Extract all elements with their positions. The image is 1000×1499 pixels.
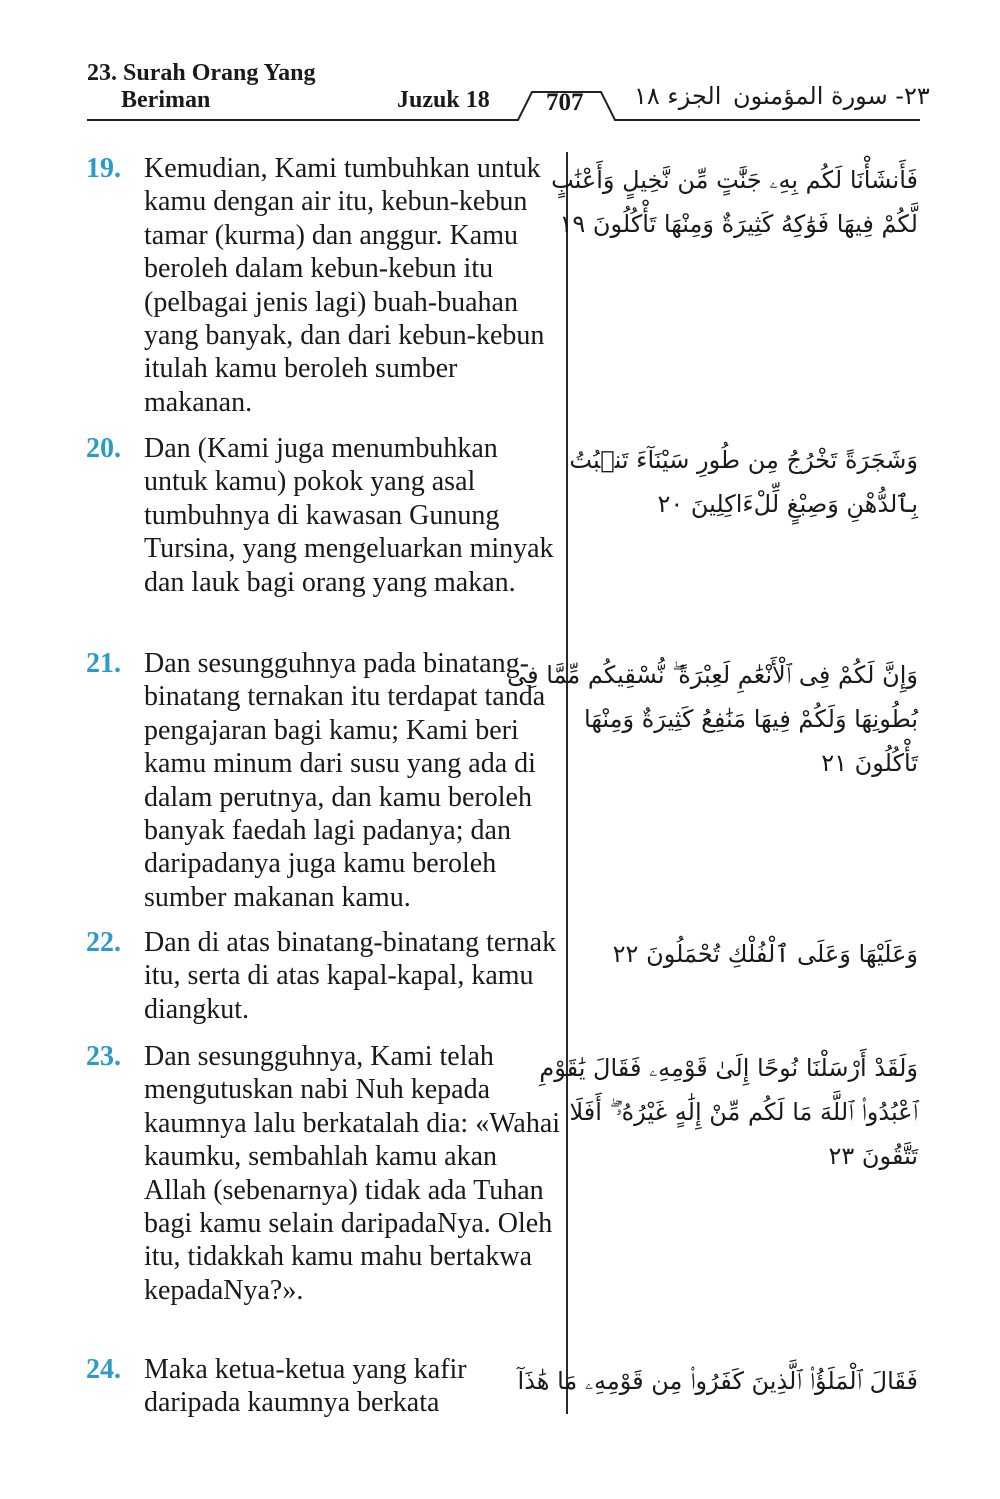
page-number: 707 xyxy=(546,89,584,116)
arabic-line: لَّكُمْ فِيهَا فَوَٰكِهُ كَثِيرَةٌ وَمِنْهَا تَأْكُلُونَ ١٩ xyxy=(559,210,918,238)
verse-number: 22. xyxy=(86,927,121,958)
arabic-line: بِٱلدُّهْنِ وَصِبْغٍ لِّلْءَاكِلِينَ ٢٠ xyxy=(657,490,918,518)
verse-arabic xyxy=(517,1359,918,1403)
verse-arabic xyxy=(592,932,918,976)
verse-translation: Kemudian, Kami tumbuhkan untuk kamu dengan air itu, kebun-kebun tamar (kurma) dan anggur. Kamu beroleh dalam kebun-kebun itu (pelbagai jenis lagi) buah-buahan yang banyak, dan dari kebun-kebun itulah kamu beroleh sumber makanan. xyxy=(144,153,545,418)
arabic-line: وَشَجَرَةً تَخْرُجُ مِن طُورِ سَيْنَآءَ تَنۢبُتُ xyxy=(569,446,918,474)
surah-title xyxy=(87,60,316,114)
arabic-line: وَلَقَدْ أَرْسَلْنَا نُوحًا إِلَىٰ قَوْمِهِۦ فَقَالَ يَٰقَوْمِ xyxy=(539,1054,918,1082)
arabic-surah-title: ٢٣- سورة المؤمنون xyxy=(733,82,930,110)
arabic-line: تَتَّقُونَ ٢٣ xyxy=(828,1142,918,1170)
verse-number: 23. xyxy=(86,1041,121,1072)
verse-number: 19. xyxy=(86,153,121,184)
verse-arabic xyxy=(507,653,918,785)
arabic-line: وَإِنَّ لَكُمْ فِى ٱلْأَنْعَٰمِ لَعِبْرَةً ۖ نُّسْقِيكُم مِّمَّا فِى xyxy=(507,661,918,689)
verse-translation: Dan sesungguhnya, Kami telah mengutuskan nabi Nuh kepada kaumnya lalu berkatalah dia: «Wahai kaumku, sembahlah kamu akan Allah (sebenarnya) tidak ada Tuhan bagi kamu selain daripadaNya. Oleh itu, tidakkah kamu mahu bertakwa kepadaNya?». xyxy=(144,1041,561,1306)
arabic-line: بُطُونِهَا وَلَكُمْ فِيهَا مَنَٰفِعُ كَثِيرَةٌ وَمِنْهَا xyxy=(584,705,918,733)
verse-number: 20. xyxy=(86,433,121,464)
verse-number: 24. xyxy=(86,1354,121,1385)
verse-number: 21. xyxy=(86,648,121,679)
arabic-line: تَأْكُلُونَ ٢١ xyxy=(821,749,918,777)
arabic-line: وَعَلَيْهَا وَعَلَى ٱلْفُلْكِ تُحْمَلُونَ ٢٢ xyxy=(612,940,918,968)
page-header xyxy=(0,0,1000,125)
verse-translation: Maka ketua-ketua yang kafir daripada kaumnya berkata xyxy=(144,1354,467,1419)
verse-translation: Dan (Kami juga menumbuhkan untuk kamu) pokok yang asal tumbuhnya di kawasan Gunung Tursina, yang mengeluarkan minyak dan lauk bagi orang yang makan. xyxy=(144,433,554,598)
column-divider xyxy=(566,152,568,1414)
verse-arabic xyxy=(539,1046,918,1178)
surah-title-line2: Beriman xyxy=(121,87,211,113)
verse-arabic xyxy=(551,158,918,246)
verse-arabic xyxy=(569,438,918,526)
verse-translation: Dan di atas binatang-binatang ternak itu, serta di atas kapal-kapal, kamu diangkut. xyxy=(144,927,557,1025)
arabic-line: فَقَالَ ٱلْمَلَؤُا۟ ٱلَّذِينَ كَفَرُوا۟ مِن قَوْمِهِۦ مَا هَٰذَآ xyxy=(517,1367,918,1395)
arabic-juz-label: الجزء ١٨ xyxy=(634,82,722,110)
juzuk-label: Juzuk 18 xyxy=(397,87,490,113)
arabic-line: فَأَنشَأْنَا لَكُم بِهِۦ جَنَّٰتٍ مِّن نَّخِيلٍ وَأَعْنَٰبٍ xyxy=(551,166,918,194)
arabic-line: ٱعْبُدُوا۟ ٱللَّهَ مَا لَكُم مِّنْ إِلَٰهٍ غَيْرُهُۥٓ ۖ أَفَلَا xyxy=(569,1098,918,1126)
surah-title-line1: 23. Surah Orang Yang xyxy=(87,60,316,86)
verse-translation: Dan sesungguhnya pada binatang-binatang ternakan itu terdapat tanda pengajaran bagi kamu; Kami beri kamu minum dari susu yang ada di dalam perutnya, dan kamu beroleh banyak faedah lagi padanya; dan daripadanya juga kamu beroleh sumber makanan kamu. xyxy=(144,648,546,913)
